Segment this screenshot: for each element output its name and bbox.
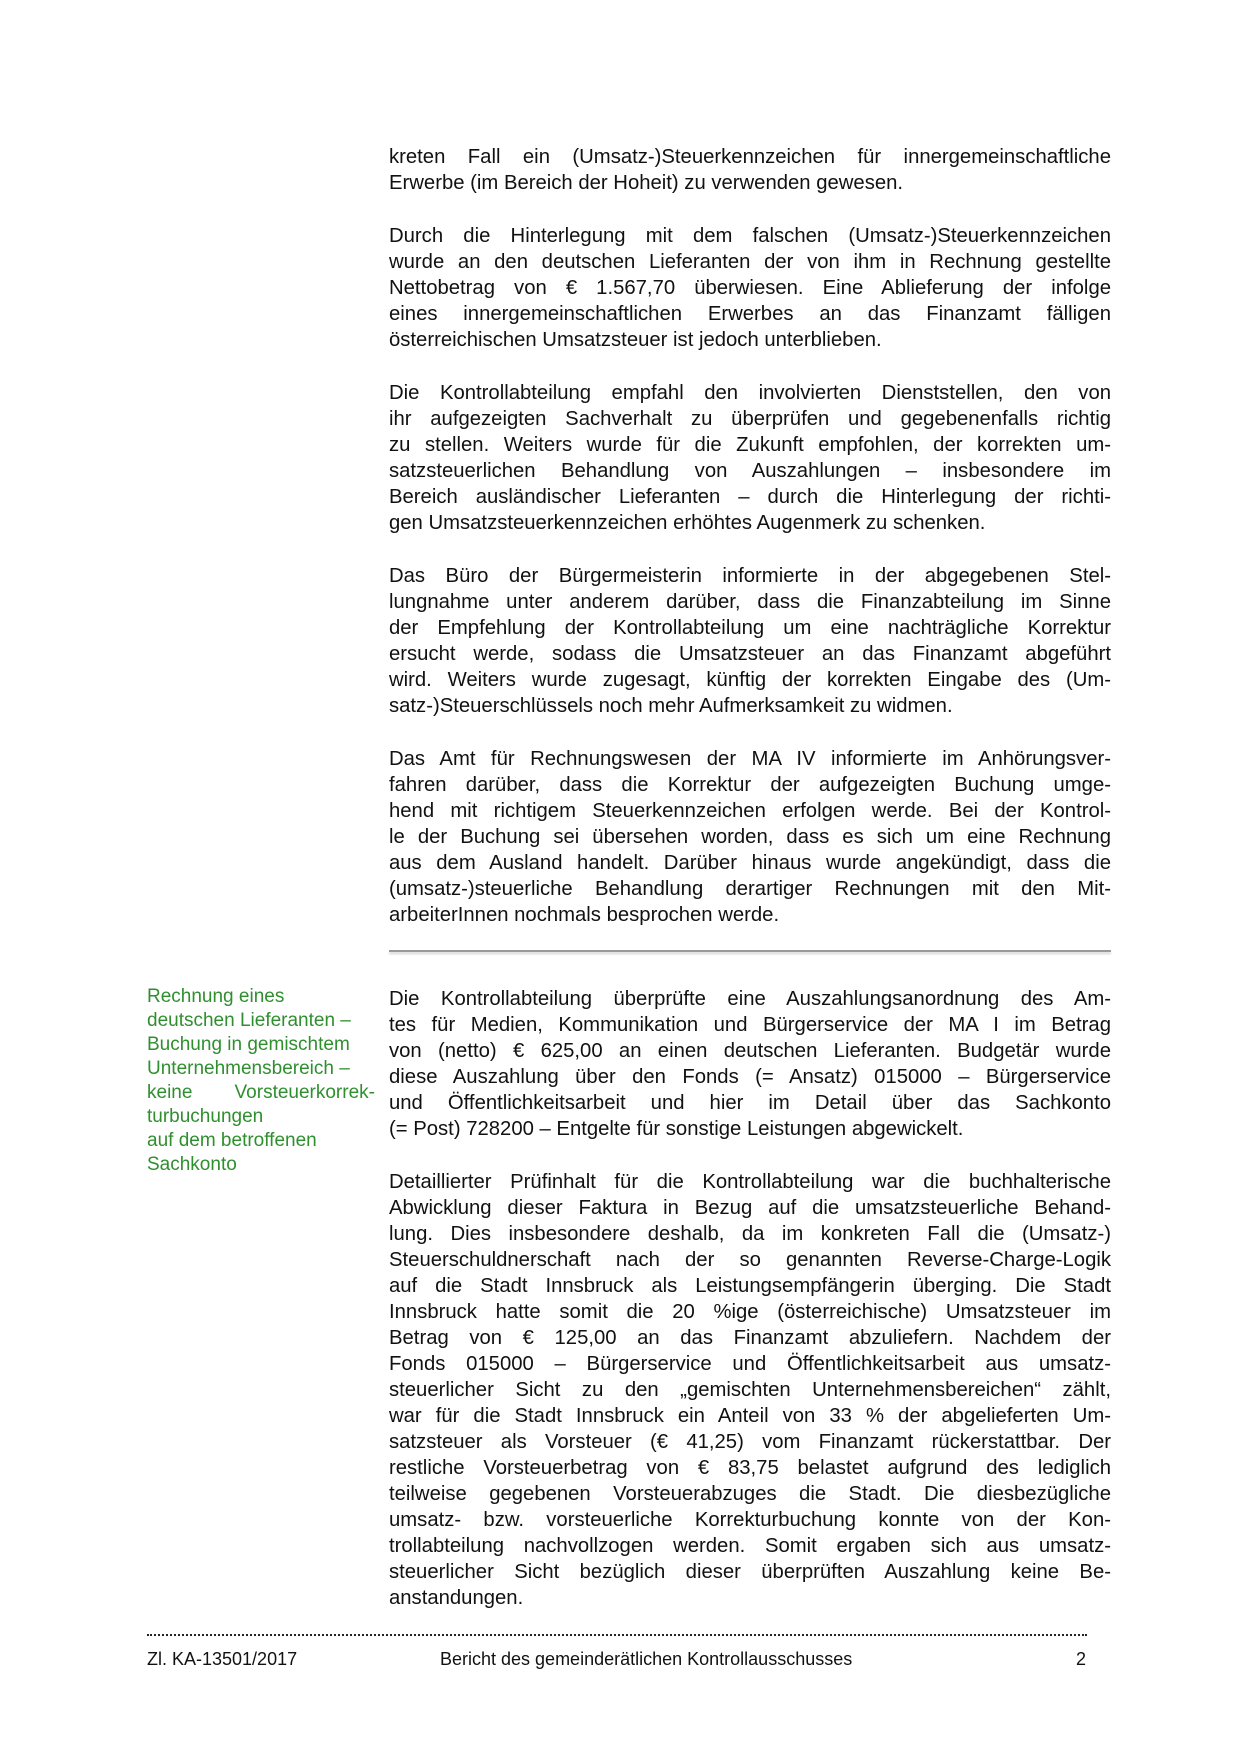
text-line: Detaillierter Prüfinhalt für die Kontrollabteilung war die buchhalterische: [389, 1171, 1111, 1193]
paragraph-5: [389, 746, 1111, 928]
paragraph-3: [389, 380, 1111, 536]
text-line: gen Umsatzsteuerkennzeichen erhöhtes Augenmerk zu schenken.: [389, 512, 986, 534]
footer-reference: Zl. KA-13501/2017: [147, 1649, 298, 1669]
text-line: Das Amt für Rechnungswesen der MA IV informierte im Anhörungsver-: [389, 748, 1111, 770]
margin-note-line: Rechnung eines: [147, 986, 285, 1007]
text-line: satzsteuer als Vorsteuer (€ 41,25) vom Finanzamt rückerstattbar. Der: [389, 1431, 1111, 1453]
text-line: kreten Fall ein (Umsatz-)Steuerkennzeichen für innergemeinschaftliche: [389, 146, 1111, 168]
text-line: und Öffentlichkeitsarbeit und hier im Detail über das Sachkonto: [389, 1092, 1111, 1114]
paragraph-1: [389, 144, 1111, 196]
text-line: Steuerschuldnerschaft nach der so genannten Reverse-Charge-Logik: [389, 1249, 1111, 1271]
text-line: teilweise gegebenen Vorsteuerabzuges die Stadt. Die diesbezügliche: [389, 1483, 1111, 1505]
text-line: der Empfehlung der Kontrollabteilung um eine nachträgliche Korrektur: [389, 617, 1111, 639]
text-line: wird. Weiters wurde zugesagt, künftig der korrekten Eingabe des (Um-: [389, 669, 1111, 691]
paragraph-4: [389, 563, 1111, 719]
text-line: Abwicklung dieser Faktura in Bezug auf die umsatzsteuerliche Behand-: [389, 1197, 1111, 1219]
text-line: diese Auszahlung über den Fonds (= Ansatz) 015000 – Bürgerservice: [389, 1066, 1111, 1088]
text-line: satzsteuerlichen Behandlung von Auszahlungen – insbesondere im: [389, 460, 1111, 482]
paragraph-2: [389, 223, 1111, 353]
text-line: hend mit richtigem Steuerkennzeichen erfolgen werde. Bei der Kontrol-: [389, 800, 1111, 822]
text-line: wurde an den deutschen Lieferanten der von ihm in Rechnung gestellte: [389, 251, 1111, 273]
text-line: trollabteilung nachvollzogen werden. Somit ergaben sich aus umsatz-: [389, 1535, 1111, 1557]
text-line: Erwerbe (im Bereich der Hoheit) zu verwenden gewesen.: [389, 172, 904, 194]
text-line: ihr aufgezeigten Sachverhalt zu überprüfen und gegebenenfalls richtig: [389, 408, 1111, 430]
margin-note-line: Buchung in gemischtem: [147, 1034, 350, 1055]
text-line: Fonds 015000 – Bürgerservice und Öffentlichkeitsarbeit aus umsatz-: [389, 1353, 1111, 1375]
margin-note-line: Sachkonto: [147, 1154, 237, 1175]
text-line: österreichischen Umsatzsteuer ist jedoch unterblieben.: [389, 329, 882, 351]
text-line: arbeiterInnen nochmals besprochen werde.: [389, 904, 780, 926]
text-line: lungnahme unter anderem darüber, dass die Finanzabteilung im Sinne: [389, 591, 1111, 613]
text-line: Durch die Hinterlegung mit dem falschen (Umsatz-)Steuerkennzeichen: [389, 225, 1111, 247]
text-line: tes für Medien, Kommunikation und Bürgerservice der MA I im Betrag: [389, 1014, 1111, 1036]
footer-title: Bericht des gemeinderätlichen Kontrollausschusses: [440, 1649, 853, 1669]
text-line: anstandungen.: [389, 1587, 524, 1609]
text-line: steuerlicher Sicht zu den „gemischten Unternehmensbereichen“ zählt,: [389, 1379, 1111, 1401]
text-line: zu stellen. Weiters wurde für die Zukunft empfohlen, der korrekten um-: [389, 434, 1111, 456]
text-line: restliche Vorsteuerbetrag von € 83,75 belastet aufgrund des lediglich: [389, 1457, 1111, 1479]
text-line: umsatz- bzw. vorsteuerliche Korrekturbuchung konnte von der Kon-: [389, 1509, 1111, 1531]
text-line: aus dem Ausland handelt. Darüber hinaus wurde angekündigt, dass die: [389, 852, 1111, 874]
section-divider: [389, 950, 1111, 952]
margin-note-line: turbuchungen: [147, 1106, 264, 1127]
text-line: Bereich ausländischer Lieferanten – durch die Hinterlegung der richti-: [389, 486, 1111, 508]
paragraph-6: [389, 986, 1111, 1142]
text-line: Die Kontrollabteilung überprüfte eine Auszahlungsanordnung des Am-: [389, 988, 1111, 1010]
margin-note-line: keine Vorsteuerkorrek-: [147, 1082, 375, 1103]
text-line: satz-)Steuerschlüssels noch mehr Aufmerksamkeit zu widmen.: [389, 695, 953, 717]
text-line: Innsbruck hatte somit die 20 %ige (österreichische) Umsatzsteuer im: [389, 1301, 1111, 1323]
text-line: (umsatz-)steuerliche Behandlung derartiger Rechnungen mit den Mit-: [389, 878, 1111, 900]
margin-note: [147, 985, 375, 1177]
text-line: ersucht werde, sodass die Umsatzsteuer an das Finanzamt abgeführt: [389, 643, 1111, 665]
text-line: le der Buchung sei übersehen worden, dass es sich um eine Rechnung: [389, 826, 1111, 848]
paragraph-7: [389, 1169, 1111, 1611]
margin-note-line: deutschen Lieferanten –: [147, 1010, 351, 1031]
text-line: steuerlicher Sicht bezüglich dieser überprüften Auszahlung keine Be-: [389, 1561, 1111, 1583]
margin-note-line: auf dem betroffenen: [147, 1130, 317, 1151]
text-line: Nettobetrag von € 1.567,70 überwiesen. Eine Ablieferung der infolge: [389, 277, 1111, 299]
text-line: auf die Stadt Innsbruck als Leistungsempfängerin überging. Die Stadt: [389, 1275, 1111, 1297]
text-line: Die Kontrollabteilung empfahl den involvierten Dienststellen, den von: [389, 382, 1111, 404]
page-number: 2: [1076, 1649, 1087, 1669]
text-line: Betrag von € 125,00 an das Finanzamt abzuliefern. Nachdem der: [389, 1327, 1111, 1349]
text-line: (= Post) 728200 – Entgelte für sonstige Leistungen abgewickelt.: [389, 1118, 964, 1140]
text-line: von (netto) € 625,00 an einen deutschen Lieferanten. Budgetär wurde: [389, 1040, 1111, 1062]
text-line: Das Büro der Bürgermeisterin informierte in der abgegebenen Stel-: [389, 565, 1111, 587]
footer-dotted-rule: [147, 1620, 1087, 1636]
text-line: fahren darüber, dass die Korrektur der aufgezeigten Buchung umge-: [389, 774, 1111, 796]
margin-note-line: Unternehmensbereich –: [147, 1058, 350, 1079]
text-line: eines innergemeinschaftlichen Erwerbes an das Finanzamt fälligen: [389, 303, 1111, 325]
text-line: war für die Stadt Innsbruck ein Anteil von 33 % der abgelieferten Um-: [389, 1405, 1111, 1427]
text-line: lung. Dies insbesondere deshalb, da im konkreten Fall die (Umsatz-): [389, 1223, 1111, 1245]
